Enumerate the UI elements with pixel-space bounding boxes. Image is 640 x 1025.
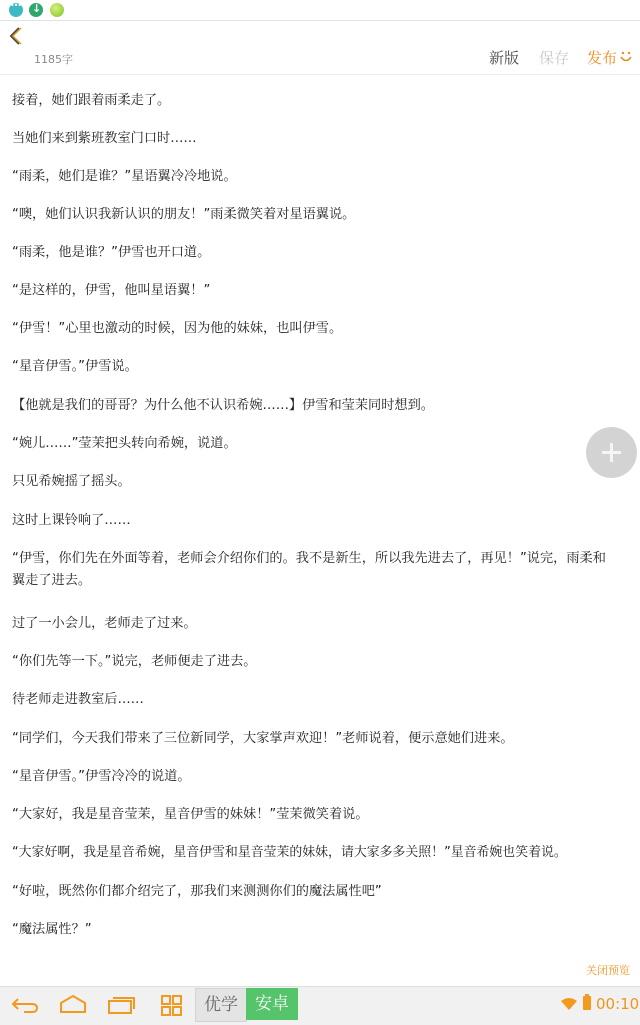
- paragraph: 接着，她们跟着雨柔走了。: [12, 93, 171, 108]
- status-bar: [0, 0, 640, 21]
- paragraph: “雨柔，他是谁？”伊雪也开口道。: [12, 245, 211, 260]
- paragraph: “好啦，既然你们都介绍完了，那我们来测测你们的魔法属性吧”: [12, 884, 382, 899]
- system-nav-bar: [0, 986, 640, 1025]
- add-icon[interactable]: [586, 427, 637, 478]
- nav-home-icon[interactable]: [58, 993, 88, 1017]
- tab-youxue[interactable]: 优学: [195, 988, 247, 1022]
- wifi-icon: [560, 996, 578, 1010]
- nav-back-icon[interactable]: [10, 993, 40, 1017]
- paragraph: “大家好，我是星音莹茉，星音伊雪的妹妹！”莹茉微笑着说。: [12, 807, 369, 822]
- save-button[interactable]: 保存: [539, 49, 570, 67]
- paragraph: “是这样的，伊雪，他叫星语翼！”: [12, 283, 211, 298]
- publish-button[interactable]: 发布: [587, 49, 618, 67]
- paragraph: “魔法属性？”: [12, 922, 92, 937]
- back-chevron-icon[interactable]: [6, 26, 26, 46]
- paragraph: “噢，她们认识我新认识的朋友！”雨柔微笑着对星语翼说。: [12, 207, 356, 222]
- paragraph: “大家好啊，我是星音希婉，星音伊雪和星音莹茉的妹妹，请大家多多关照！”星音希婉也笑着说。: [12, 845, 567, 860]
- tab-anzhuo[interactable]: 安卓: [246, 988, 298, 1020]
- word-count: 1185字: [34, 53, 73, 66]
- paragraph: “星音伊雪。”伊雪说。: [12, 359, 138, 374]
- paragraph: 【他就是我们的哥哥？为什么他不认识希婉……】伊雪和莹茉同时想到。: [12, 398, 434, 413]
- paragraph: “雨柔，她们是谁？”星语翼冷冷地说。: [12, 169, 237, 184]
- close-preview-link[interactable]: 关闭预览: [586, 964, 630, 977]
- paragraph: “伊雪，你们先在外面等着，老师会介绍你们的。我不是新生，所以我先进去了，再见！”说完，雨柔和翼走了进去。: [12, 551, 606, 588]
- paragraph: “星音伊雪。”伊雪冷冷的说道。: [12, 769, 191, 784]
- nav-grid-icon[interactable]: [156, 993, 186, 1017]
- smile-icon: [620, 49, 632, 63]
- battery-icon: [583, 996, 591, 1010]
- nav-recent-icon[interactable]: [106, 993, 136, 1017]
- paragraph: “婉儿……”莹茉把头转向希婉，说道。: [12, 436, 237, 451]
- ball-icon[interactable]: [50, 3, 64, 17]
- new-version-button[interactable]: 新版: [489, 49, 520, 67]
- paragraph: 这时上课铃响了……: [12, 513, 131, 528]
- download-icon[interactable]: [29, 3, 43, 17]
- paragraph: 待老师走进教室后……: [12, 692, 144, 707]
- paragraph: 过了一小会儿，老师走了过来。: [12, 616, 197, 631]
- paragraph: “伊雪！”心里也激动的时候，因为他的妹妹，也叫伊雪。: [12, 321, 343, 336]
- paragraph: “你们先等一下。”说完，老师便走了进去。: [12, 654, 257, 669]
- chat-icon[interactable]: [9, 3, 23, 17]
- paragraph: 只见希婉摇了摇头。: [12, 474, 131, 489]
- paragraph: 当她们来到紫班教室门口时……: [12, 131, 197, 146]
- clock: 00:10: [596, 995, 640, 1013]
- paragraph: “同学们，今天我们带来了三位新同学，大家掌声欢迎！”老师说着，便示意她们进来。: [12, 731, 514, 746]
